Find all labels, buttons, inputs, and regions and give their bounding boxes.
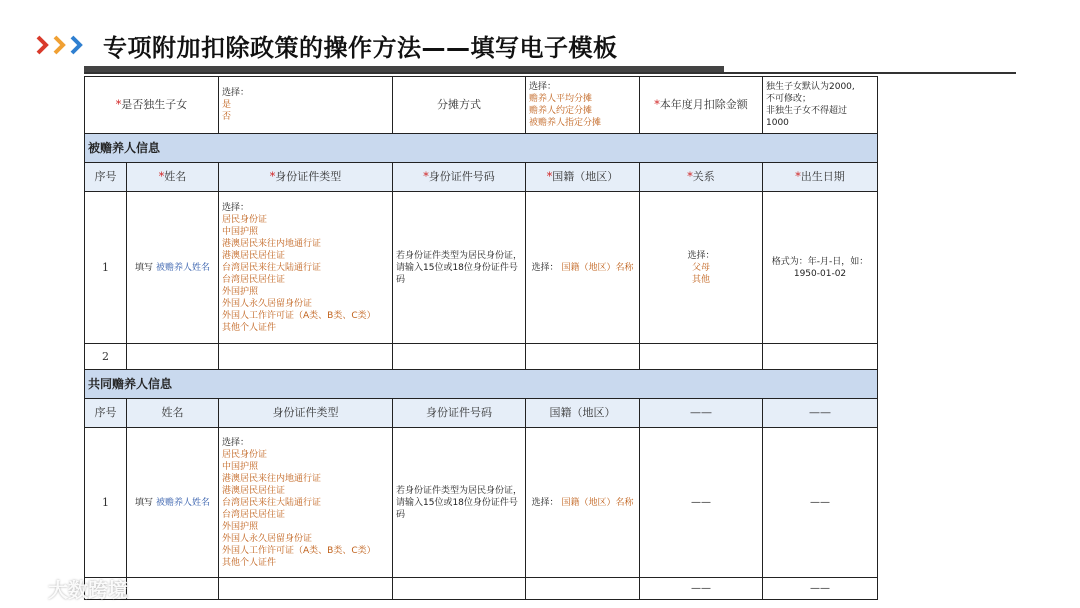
row-index: 1 [85, 428, 127, 578]
title-rule [84, 72, 1016, 74]
top-row [85, 77, 878, 134]
supported-columns-row [85, 163, 878, 192]
empty-cell[interactable] [393, 344, 526, 370]
id-type-option[interactable]: 台湾居民来往大陆通行证 [222, 497, 322, 508]
only-child-options-cell[interactable] [219, 77, 393, 134]
id-type-option[interactable]: 其他个人证件 [222, 322, 277, 333]
chevrons-icon [36, 34, 92, 56]
relation-option[interactable]: 其他 [691, 274, 710, 285]
supported-section-row [85, 134, 878, 163]
name-cell[interactable]: 填写 被赡养人姓名 [127, 192, 219, 344]
id-type-option[interactable]: 其他个人证件 [222, 557, 277, 568]
dash-cell: —— [640, 428, 763, 578]
id-type-option[interactable]: 港澳居民来往内地通行证 [222, 238, 322, 249]
id-type-option[interactable]: 台湾居民居住证 [222, 509, 286, 520]
watermark [14, 572, 128, 604]
watermark-logo-icon [14, 576, 42, 600]
monthly-note-line: 非独生子女不得超过 [766, 106, 848, 116]
split-prompt: 选择： [529, 82, 557, 92]
col-id-number: *身份证件号码 [393, 163, 526, 192]
only-child-label-cell: *是否独生子女 [85, 77, 219, 134]
col-id-type: 身份证件类型 [219, 399, 393, 428]
split-option-designated[interactable]: 被赡养人指定分摊 [529, 118, 602, 128]
only-child-prompt: 选择： [222, 88, 250, 98]
id-type-option[interactable]: 外国人永久居留身份证 [222, 533, 313, 544]
row-index: 1 [85, 192, 127, 344]
relation-cell[interactable]: 选择： 父母 其他 [640, 192, 763, 344]
id-type-option[interactable]: 居民身份证 [222, 214, 268, 225]
id-type-option[interactable]: 港澳居民来往内地通行证 [222, 473, 322, 484]
col-id-type: *身份证件类型 [219, 163, 393, 192]
empty-cell[interactable] [127, 578, 219, 600]
nationality-cell[interactable]: 选择： 国籍（地区）名称 [526, 192, 640, 344]
dash-cell: —— [763, 578, 878, 600]
empty-cell[interactable] [219, 578, 393, 600]
id-type-option[interactable]: 中国护照 [222, 461, 259, 472]
empty-cell[interactable] [219, 344, 393, 370]
split-options-cell[interactable] [526, 77, 640, 134]
col-name: 姓名 [127, 399, 219, 428]
empty-cell[interactable] [127, 344, 219, 370]
dash-cell: —— [640, 578, 763, 600]
id-type-cell[interactable]: 选择： 居民身份证 中国护照 港澳居民来往内地通行证 港澳居民居住证 台湾居民来往大陆通行证 台湾居民居住证 外国护照 外国人永久居留身份证 外国人工作许可证（A类、B类、C类） 其他个人证件 [219, 192, 393, 344]
id-type-option[interactable]: 外国人永久居留身份证 [222, 298, 313, 309]
supported-row-1 [85, 192, 878, 344]
id-type-option[interactable]: 中国护照 [222, 226, 259, 237]
empty-cell[interactable] [393, 578, 526, 600]
only-child-label: 是否独生子女 [121, 98, 188, 111]
empty-cell[interactable] [526, 344, 640, 370]
monthly-note-line: 独生子女默认为2000, [766, 82, 855, 92]
col-dash: —— [640, 399, 763, 428]
only-child-option-yes[interactable]: 是 [222, 100, 232, 110]
col-dash: —— [763, 399, 878, 428]
monthly-label: 本年度月扣除金额 [659, 98, 748, 111]
id-number-cell[interactable]: 若身份证件类型为居民身份证，请输入15位或18位身份证件号码 [393, 192, 526, 344]
dash-cell: —— [763, 428, 878, 578]
id-type-option[interactable]: 外国护照 [222, 286, 259, 297]
relation-option[interactable]: 父母 [691, 262, 710, 273]
id-number-cell[interactable]: 若身份证件类型为居民身份证，请输入15位或18位身份证件号码 [393, 428, 526, 578]
col-index: 序号 [85, 163, 127, 192]
empty-cell[interactable] [763, 344, 878, 370]
slide-title: 专项附加扣除政策的操作方法——填写电子模板 [103, 34, 618, 62]
only-child-option-no[interactable]: 否 [222, 112, 232, 122]
split-label: 分摊方式 [437, 98, 481, 111]
id-type-option[interactable]: 台湾居民居住证 [222, 274, 286, 285]
col-id-number: 身份证件号码 [393, 399, 526, 428]
monthly-note-cell[interactable] [763, 77, 878, 134]
nationality-cell[interactable]: 选择： 国籍（地区）名称 [526, 428, 640, 578]
empty-cell[interactable] [640, 344, 763, 370]
col-nationality: *国籍（地区） [526, 163, 640, 192]
split-label-cell [393, 77, 526, 134]
supported-row-2 [85, 344, 878, 370]
id-type-option[interactable]: 台湾居民来往大陆通行证 [222, 262, 322, 273]
co-supporter-row-1 [85, 428, 878, 578]
watermark-text: 大数跨境 [48, 577, 128, 602]
col-relation: *关系 [640, 163, 763, 192]
split-option-even[interactable]: 赡养人平均分摊 [529, 94, 593, 104]
birth-date-cell[interactable]: 格式为：年-月-日，如：1950-01-02 [763, 192, 878, 344]
monthly-note-line: 不可修改； [766, 94, 812, 104]
template-table [84, 76, 878, 600]
monthly-label-cell: *本年度月扣除金额 [640, 77, 763, 134]
supported-section-title: 被赡养人信息 [85, 134, 878, 163]
id-type-option[interactable]: 居民身份证 [222, 449, 268, 460]
split-option-agreed[interactable]: 赡养人约定分摊 [529, 106, 593, 116]
id-type-option[interactable]: 外国护照 [222, 521, 259, 532]
col-birth-date: *出生日期 [763, 163, 878, 192]
slide-header [0, 0, 1080, 72]
id-type-option[interactable]: 外国人工作许可证（A类、B类、C类） [222, 310, 376, 321]
monthly-note-line: 1000 [766, 118, 789, 128]
id-type-option[interactable]: 港澳居民居住证 [222, 485, 286, 496]
co-supporter-row-2 [85, 578, 878, 600]
empty-cell[interactable] [526, 578, 640, 600]
co-supporter-columns-row [85, 399, 878, 428]
col-index: 序号 [85, 399, 127, 428]
id-type-option[interactable]: 外国人工作许可证（A类、B类、C类） [222, 545, 376, 556]
id-type-cell[interactable]: 选择： 居民身份证 中国护照 港澳居民来往内地通行证 港澳居民居住证 台湾居民来往大陆通行证 台湾居民居住证 外国护照 外国人永久居留身份证 外国人工作许可证（A类、B类、C类） 其他个人证件 [219, 428, 393, 578]
co-supporter-section-row [85, 370, 878, 399]
row-index: 2 [85, 344, 127, 370]
co-supporter-section-title: 共同赡养人信息 [85, 370, 878, 399]
name-cell[interactable]: 填写 被赡养人姓名 [127, 428, 219, 578]
id-type-option[interactable]: 港澳居民居住证 [222, 250, 286, 261]
col-nationality: 国籍（地区） [526, 399, 640, 428]
col-name: *姓名 [127, 163, 219, 192]
